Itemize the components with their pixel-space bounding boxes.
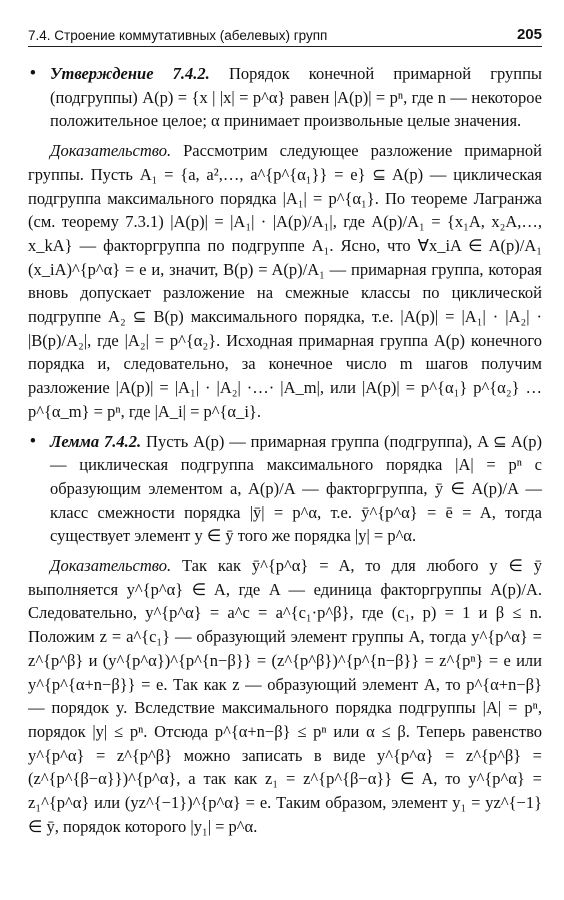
proof-text-2: Так как ȳ^{p^α} = A, то для любого y ∈ ȳ выполняется y^{p^α} ∈ A, где A — единица факторгруппы A(p)/A. Следовательно, y^{p^α} = a^c = a^{c₁·p^β}, где (c₁, p) = 1 и β ≤ n. Положим z = a^{c₁} — образующий элемент группы A, тогда y^{p^α} = z^{p^β} и (y^{p^α})^{p^{n−β}} = (z^{p^β})^{p^{n−β}} = z^{pⁿ} = e или y^{p^{α+n−β}} = e. Так как z — образующий элемент A, то p^{α+n−β} — порядок y. Вследствие максимального порядка подгруппы |A| = pⁿ, порядок |y| ≤ pⁿ. Отсюда p^{α+n−β} ≤ pⁿ или α ≤ β. Теперь равенство y^{p^α} = z^{p^β} можно записать в виде y^{p^α} = z^{p^β} = (z^{p^{β−α}})^{p^α}, а так как z₁ = z^{p^{β−α}} ∈ A, то y^{p^α} = z₁^{p^α} или (yz^{−1})^{p^α} = e. Таким образом, элемент y₁ = yz^{−1} ∈ ȳ, порядок которого |y₁| = p^α.: [28, 556, 542, 836]
running-title: 7.4. Строение коммутативных (абелевых) групп: [28, 28, 328, 43]
proof-label-1: Доказательство.: [50, 141, 172, 161]
header-rule: [28, 46, 542, 47]
proof-label-2: Доказательство.: [50, 556, 172, 576]
lemma-text: Пусть A(p) — примарная группа (подгруппа), A ⊆ A(p) — циклическая подгруппа максимального порядка |A| = pⁿ с образующим элементом a, A(p)/A — факторгруппа, ȳ ∈ A(p)/A — класс смежности порядка |ȳ| = p^α, т.е. ȳ^{p^α} = ē = A, тогда существует элемент y ∈ ȳ того же порядка |y| = p^α.: [50, 431, 543, 546]
proof-paragraph-2: [28, 554, 542, 838]
statement-paragraph: [28, 62, 542, 133]
bullet-icon: •: [30, 431, 36, 450]
page-body: [28, 62, 542, 839]
proof-paragraph-1: [28, 139, 542, 423]
statement-text: Порядок конечной примарной группы (подгруппы) A(p) = {x | |x| = p^α} равен |A(p)| = pⁿ, где n — некоторое положительное целое; α принимает произвольные целые значения.: [50, 64, 542, 131]
lemma-paragraph: [28, 430, 542, 549]
bullet-icon: •: [30, 64, 36, 82]
page-number: 205: [516, 26, 542, 43]
page-header: [28, 24, 542, 46]
lemma-label: Лемма 7.4.2.: [50, 431, 142, 451]
statement-label: Утверждение 7.4.2.: [50, 64, 210, 83]
proof-text-1: Рассмотрим следующее разложение примарной группы. Пусть A₁ = {a, a²,…, a^{p^{α₁}} = e} ⊆ A(p) — циклическая подгруппа максимального порядка |A₁| = p^{α₁}. По теореме Лагранжа (см. теорему 7.3.1) |A(p)| = |A₁| · |A(p)/A₁|, где A(p)/A₁ = {x₁A, x₂A,…, x_kA} — факторгруппа по подгруппе A₁. Ясно, что ∀x_iA ∈ A(p)/A₁ (x_iA)^{p^α} = e и, значит, B(p) = A(p)/A₁ — примарная группа, которая вновь допускает разложение на смежные классы по циклической подгруппе A₂ ⊆ B(p) максимального порядка, т.е. |A(p)| = |A₁| · |A₂| · |B(p)/A₂|, где |A₂| = p^{α₂}. Исходная примарная группа A(p) конечного порядка и, следовательно, за конечное число m шагов получим разложение |A(p)| = |A₁| · |A₂| ·…· |A_m|, или |A(p)| = p^{α₁} p^{α₂} … p^{α_m} = pⁿ, где |A_i| = p^{α_i}.: [28, 141, 543, 421]
